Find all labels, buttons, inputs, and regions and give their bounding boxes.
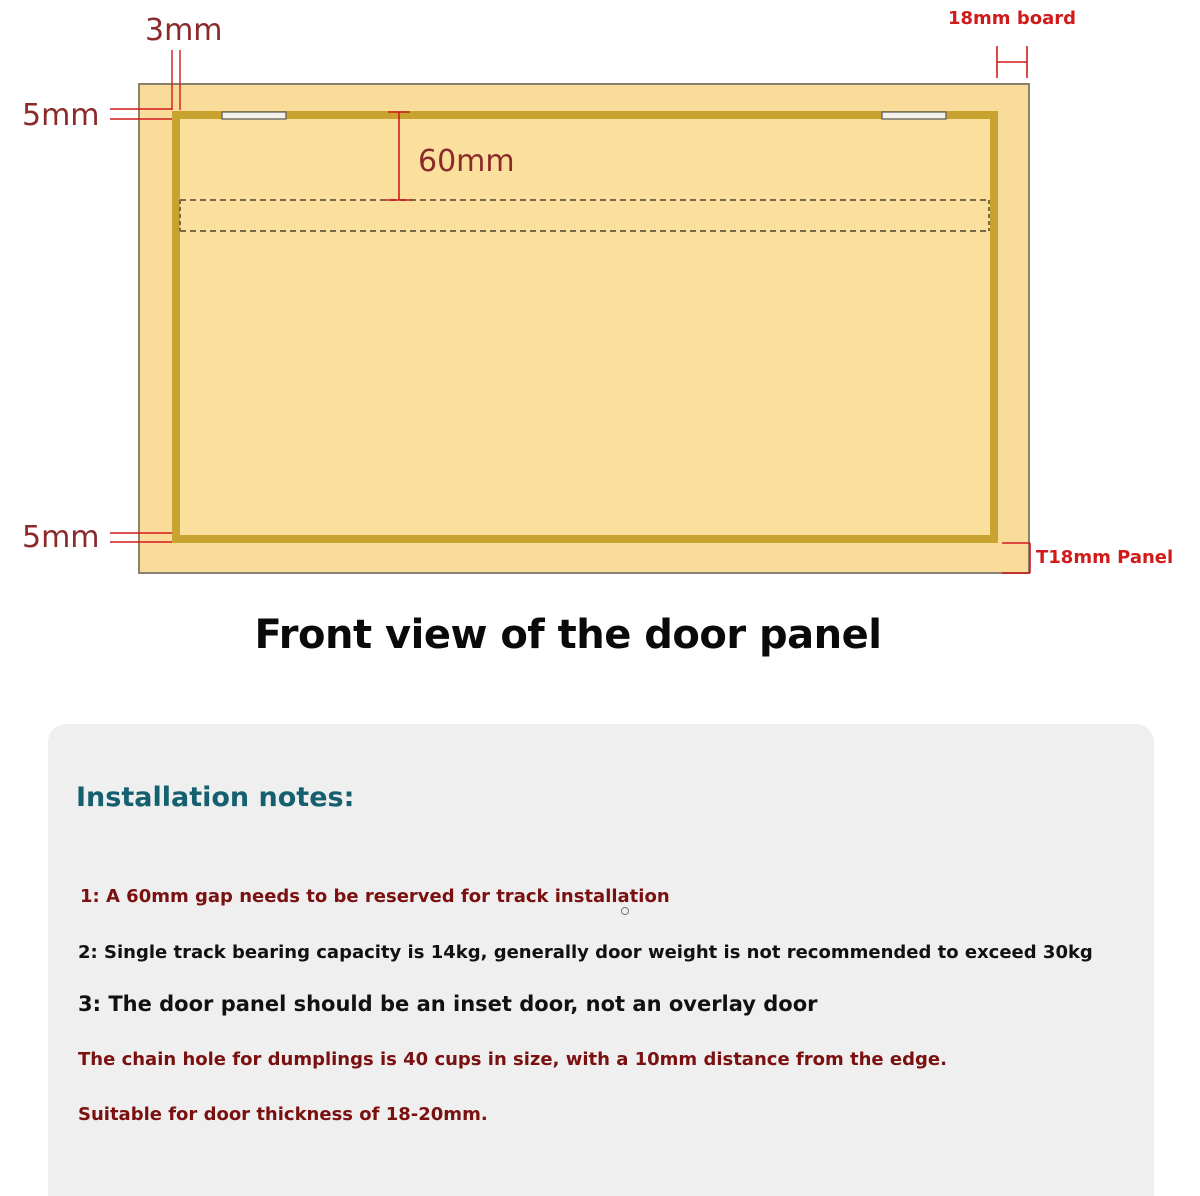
label-bottom-5mm: 5mm	[22, 520, 100, 555]
note-item: 1: A 60mm gap needs to be reserved for track installation	[80, 886, 670, 907]
hinge-left	[222, 112, 286, 119]
note-item: The chain hole for dumplings is 40 cups in size, with a 10mm distance from the edge.	[78, 1049, 947, 1070]
label-18mm-board: 18mm board	[948, 8, 1076, 29]
label-3mm: 3mm	[145, 13, 223, 48]
note-item: Suitable for door thickness of 18-20mm.	[78, 1104, 488, 1125]
installation-notes-heading: Installation notes:	[76, 782, 355, 813]
note-item: 2: Single track bearing capacity is 14kg, generally door weight is not recommended to exceed 30kg	[78, 942, 1093, 963]
inset-door-face	[180, 119, 990, 535]
dimension-18mm-board	[997, 46, 1027, 78]
note-item: 3: The door panel should be an inset door, not an overlay door	[78, 992, 818, 1016]
label-60mm: 60mm	[418, 144, 515, 179]
hinge-right	[882, 112, 946, 119]
label-t18mm-panel: T18mm Panel	[1036, 547, 1174, 568]
label-top-5mm: 5mm	[22, 98, 100, 133]
diagram-title: Front view of the door panel	[254, 612, 882, 658]
circle-marker-icon	[621, 907, 629, 915]
